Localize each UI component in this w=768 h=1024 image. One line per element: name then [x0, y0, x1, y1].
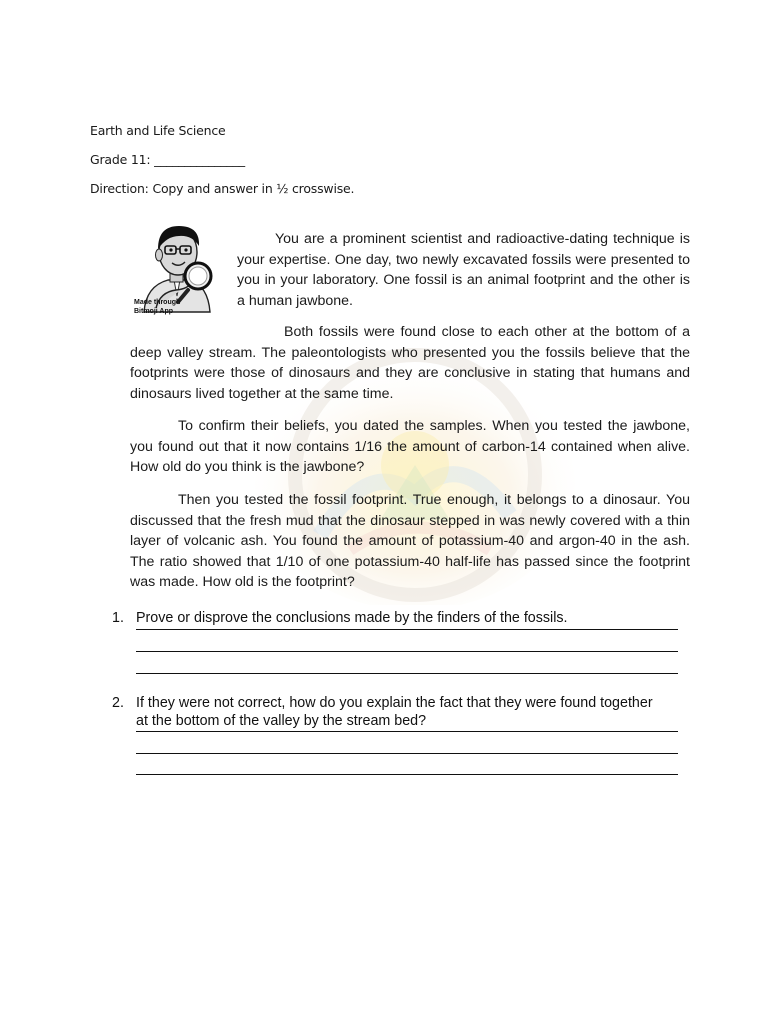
scientist-avatar: [130, 216, 220, 320]
answer-line[interactable]: [136, 753, 678, 754]
question-text: Prove or disprove the conclusions made by the finders of the fossils.: [136, 610, 568, 626]
passage-paragraph-1: You are a prominent scientist and radioactive-dating technique is your expertise. One day, two newly excavated fossils were presented to you in your laboratory. One fossil is an animal footprint and the other is a human jawbone.: [237, 231, 690, 309]
question-text: If they were not correct, how do you explain the fact that they were found together at the bottom of the valley by the stream bed?: [136, 695, 653, 729]
avatar-caption-line2: Bitmoji App: [134, 308, 174, 315]
avatar-caption-line1: Made through: [134, 299, 181, 306]
subject-title: Earth and Life Science: [90, 123, 226, 138]
question-number: 2.: [112, 695, 124, 711]
question-number: 1.: [112, 610, 124, 626]
direction-text: Direction: Copy and answer in ½ crosswise.: [90, 181, 355, 196]
passage-paragraph-4: Then you tested the fossil footprint. True enough, it belongs to a dinosaur. You discussed that the fresh mud that the dinosaur stepped in was newly covered with a thin layer of volcanic ash. You found the amount of potassium-40 and argon-40 in the ash. The ratio showed that 1/10 of one potassium-40 half-life has passed since the footprint was made. How old is the footprint?: [130, 492, 690, 590]
answer-line[interactable]: [136, 673, 678, 674]
answer-line[interactable]: [136, 629, 678, 630]
grade-field: Grade 11: _______________: [90, 152, 245, 167]
passage-paragraph-2: Both fossils were found close to each other at the bottom of a deep valley stream. The paleontologists who presented you the fossils believe that the footprints were those of dinosaurs and they are conclusive in stating that humans and dinosaurs lived together at the same time.: [130, 324, 690, 402]
answer-line[interactable]: [136, 651, 678, 652]
answer-line[interactable]: [136, 774, 678, 775]
passage-paragraph-3: To confirm their beliefs, you dated the samples. When you tested the jawbone, you found out that it now contains 1/16 the amount of carbon-14 contained when alive. How old do you think is the jawbone?: [130, 418, 690, 475]
answer-line[interactable]: [136, 731, 678, 732]
